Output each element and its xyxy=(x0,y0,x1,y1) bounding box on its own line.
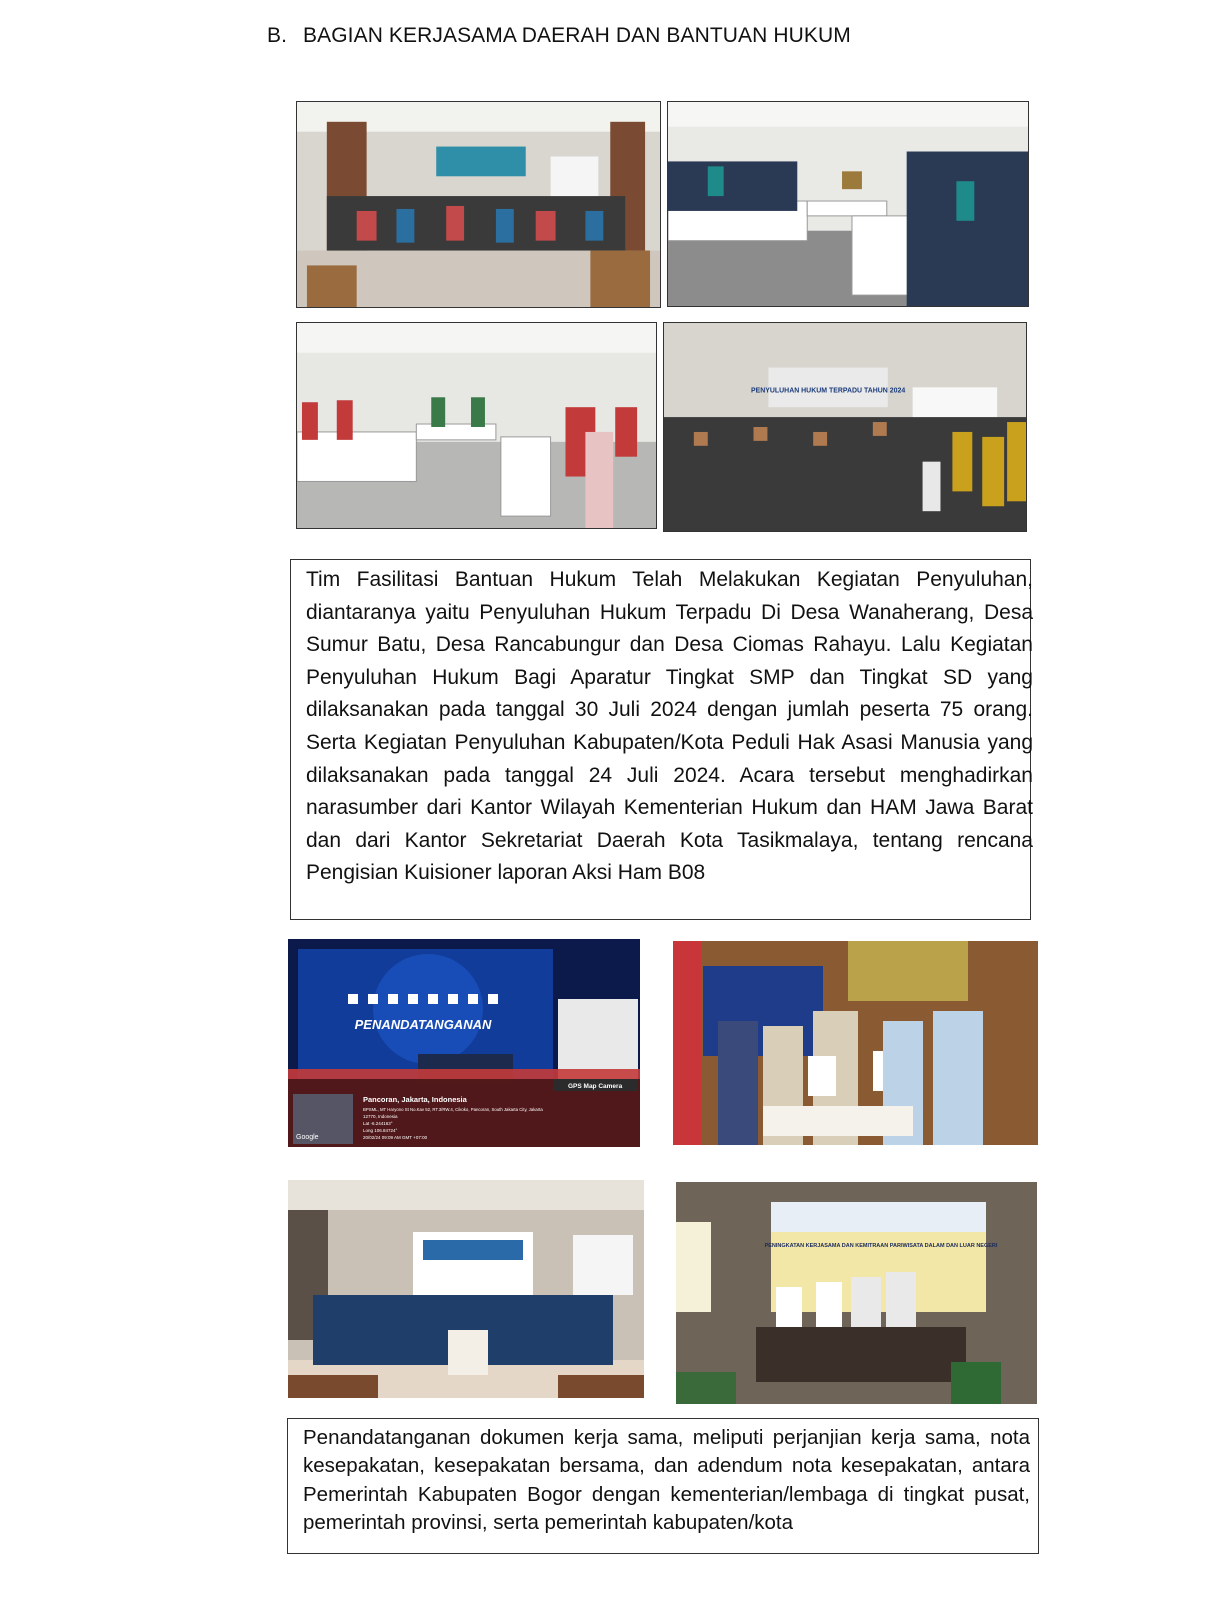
photo-group-hall xyxy=(296,101,661,308)
section-title: BAGIAN KERJASAMA DAERAH DAN BANTUAN HUKUM xyxy=(303,24,851,47)
photo-banner-text: PENYULUHAN HUKUM TERPADU TAHUN 2024 xyxy=(750,387,906,395)
photo-tourism-partnership xyxy=(676,1182,1037,1404)
photo-signing-ceremony-stage xyxy=(288,1180,644,1398)
gps-place: Pancoran, Jakarta, Indonesia xyxy=(363,1095,467,1104)
photo-tourism-banner: PENINGKATAN KERJASAMA DAN KEMITRAAN PARIWISATA DALAM DAN LUAR NEGERI xyxy=(764,1243,998,1249)
gps-lat: Lat -6.244163° xyxy=(363,1121,393,1126)
activity-description-text: Tim Fasilitasi Bantuan Hukum Telah Melakukan Kegiatan Penyuluhan, diantaranya yaitu Penyuluhan Hukum Terpadu Di Desa Wanaherang, Desa Sumur Batu, Desa Rancabungur dan Desa Ciomas Rahayu. Lalu Kegiatan Penyuluhan Hukum Bagi Aparatur Tingkat SMP dan Tingkat SD yang dilaksanakan pada tanggal 30 Juli 2024 dengan jumlah peserta 75 orang. Serta Kegiatan Penyuluhan Kabupaten/Kota Peduli Hak Asasi Manusia yang dilaksanakan pada tanggal 24 Juli 2024. Acara tersebut menghadirkan narasumber dari Kantor Wilayah Kementerian Hukum dan HAM Jawa Barat dan dari Kantor Sekretariat Daerah Kota Tasikmalaya, tentang rencana Pengisian Kuisioner laporan Aksi Ham B08 xyxy=(306,568,1033,885)
gps-brand: Google xyxy=(296,1134,319,1141)
photo-conference-tables xyxy=(296,322,657,529)
section-heading xyxy=(267,24,851,48)
gps-long: Long 106.84724° xyxy=(363,1128,398,1133)
cooperation-description-text: Penandatanganan dokumen kerja sama, meliputi perjanjian kerja sama, nota kesepakatan, kesepakatan bersama, dan adendum nota kesepakatan, antara Pemerintah Kabupaten Bogor dengan kementerian/lembaga di tingkat pusat, pemerintah provinsi, serta pemerintah kabupaten/kota xyxy=(303,1426,1030,1535)
gps-postal: 12770, Indonesia xyxy=(363,1114,398,1119)
photo-standing-room xyxy=(667,101,1029,307)
photo-signing-banner: PENANDATANGANAN xyxy=(354,1017,492,1032)
photo-officials-documents xyxy=(673,941,1038,1145)
gps-datetime: 20/02/24 09:09 AM GMT +07:00 xyxy=(363,1135,428,1140)
section-number: B. xyxy=(267,24,288,47)
photo-signing-gps xyxy=(288,939,640,1147)
photo-audience-counseling xyxy=(663,322,1027,532)
gps-address: BPSML, MT Haryono St No.Kav 52, RT.3/RW.4, Cikoko, Pancoran, South Jakarta City, Jakarta xyxy=(363,1107,543,1112)
gps-app-label: GPS Map Camera xyxy=(568,1083,623,1090)
